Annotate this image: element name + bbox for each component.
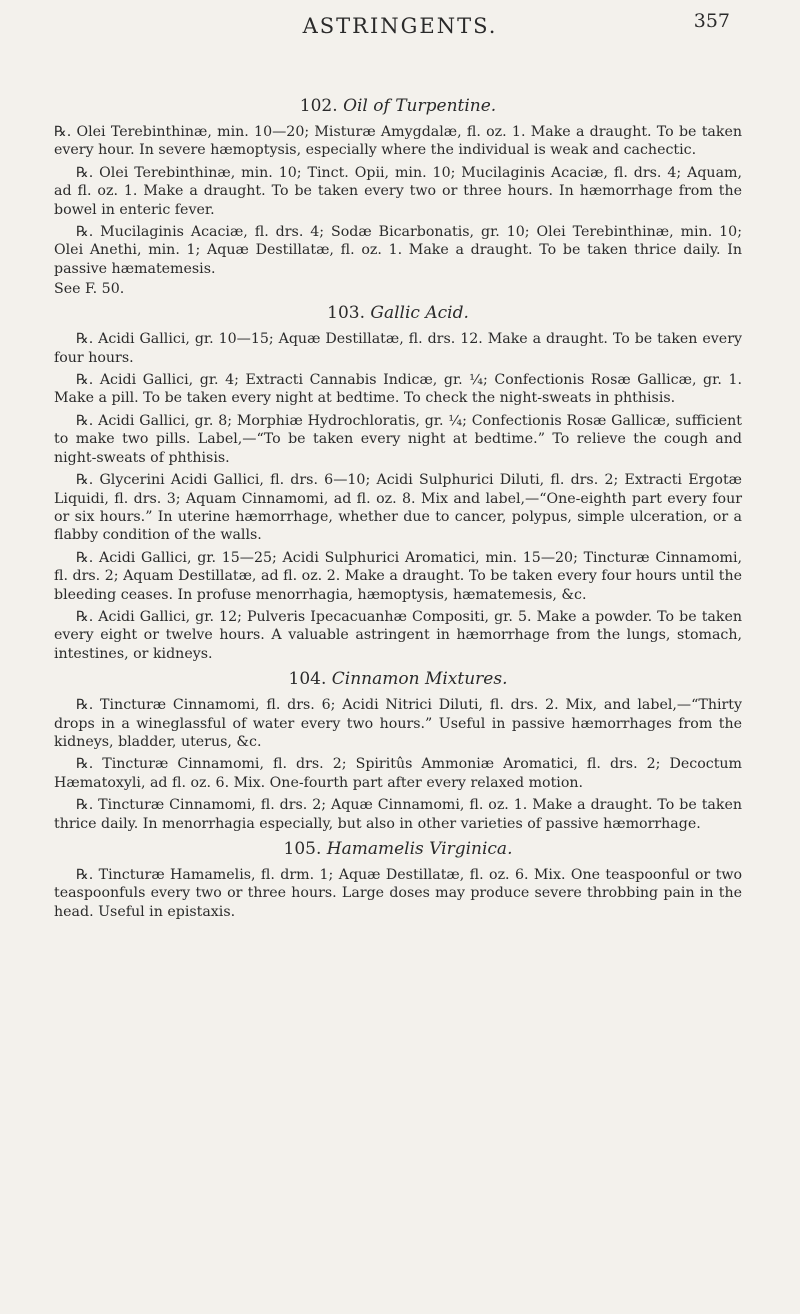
body-text — [54, 90, 742, 925]
prescription-paragraph: ℞. Tincturæ Cinnamomi, fl. drs. 2; Aquæ Cinnamomi, fl. oz. 1. Make a draught. To be taken thrice daily. In menorrhagia especially, but also in other varieties of passive hæmorrhage. — [54, 797, 742, 832]
section-heading-cinnamon-mixtures — [54, 669, 742, 689]
running-title: ASTRINGENTS. — [302, 14, 498, 38]
prescription-paragraph: ℞. Mucilaginis Acaciæ, fl. drs. 4; Sodæ Bicarbonatis, gr. 10; Olei Terebinthinæ, min. 10; Olei Anethi, min. 1; Aquæ Destillatæ, fl. oz. 1. Make a draught. To be taken thrice daily. In passive hæmatemesis. — [54, 224, 742, 277]
section-number: 102. — [299, 96, 338, 116]
section-number: 105. — [283, 839, 322, 859]
section-heading-gallic-acid — [54, 303, 742, 323]
prescription-paragraph: ℞. Olei Terebinthinæ, min. 10—20; Misturæ Amygdalæ, fl. oz. 1. Make a draught. To be taken every hour. In severe hæmoptysis, especially where the individual is weak and cachectic. — [54, 124, 742, 159]
prescription-paragraph: ℞. Tincturæ Cinnamomi, fl. drs. 2; Spiritûs Ammoniæ Aromatici, fl. drs. 2; Decoctum Hæmatoxyli, ad fl. oz. 6. Mix. One-fourth part after every relaxed motion. — [54, 756, 742, 791]
prescription-paragraph: ℞. Glycerini Acidi Gallici, fl. drs. 6—10; Acidi Sulphurici Diluti, fl. drs. 2; Extracti Ergotæ Liquidi, fl. drs. 3; Aquam Cinnamomi, ad fl. oz. 8. Mix and label,—“One-eighth part every four or six hours.” In uterine hæmorrhage, whether due to cancer, polypus, simple ulceration, or a flabby condition of the walls. — [54, 472, 742, 544]
section-title: Cinnamon Mixtures. — [331, 669, 508, 690]
prescription-paragraph: ℞. Acidi Gallici, gr. 8; Morphiæ Hydrochloratis, gr. ¼; Confectionis Rosæ Gallicæ, sufficient to make two pills. Label,—“To be taken every night at bedtime.” To relieve the cough and night-sweats of phthisis. — [54, 412, 742, 466]
section-title: Gallic Acid. — [370, 303, 469, 324]
section-title: Hamamelis Virginica. — [326, 839, 513, 859]
section-number: 103. — [327, 303, 365, 324]
section-number: 104. — [288, 669, 327, 690]
page-number: 357 — [693, 10, 730, 32]
section-heading-hamamelis — [54, 839, 742, 859]
prescription-paragraph: ℞. Acidi Gallici, gr. 12; Pulveris Ipecacuanhæ Compositi, gr. 5. Make a powder. To be taken every eight or twelve hours. A valuable astringent in hæmorrhage from the lungs, stomach, intestines, or kidneys. — [54, 608, 742, 662]
running-head — [0, 10, 800, 44]
prescription-paragraph: ℞. Olei Terebinthinæ, min. 10; Tinct. Opii, min. 10; Mucilaginis Acaciæ, fl. drs. 4; Aquam, ad fl. oz. 1. Make a draught. To be taken every two or three hours. In hæmorrhage from the bowel in enteric fever. — [54, 164, 742, 218]
prescription-paragraph: ℞. Tincturæ Cinnamomi, fl. drs. 6; Acidi Nitrici Diluti, fl. drs. 2. Mix, and label,—“Thirty drops in a wineglassful of water every two hours.” Useful in passive hæmorrhages from the kidneys, bladder, uterus, &c. — [54, 697, 742, 750]
prescription-paragraph: ℞. Acidi Gallici, gr. 4; Extracti Cannabis Indicæ, gr. ¼; Confectionis Rosæ Gallicæ, gr. 1. Make a pill. To be taken every night at bedtime. To check the night-sweats in phthisis. — [54, 372, 742, 407]
prescription-paragraph: ℞. Acidi Gallici, gr. 15—25; Acidi Sulphurici Aromatici, min. 15—20; Tincturæ Cinnamomi, fl. drs. 2; Aquam Destillatæ, ad fl. oz. 2. Make a draught. To be taken every four hours until the bleeding ceases. In profuse menorrhagia, hæmoptysis, hæmatemesis, &c. — [54, 549, 742, 603]
section-title: Oil of Turpentine. — [343, 96, 497, 116]
section-heading-oil-of-turpentine — [54, 96, 742, 116]
prescription-paragraph: ℞. Acidi Gallici, gr. 10—15; Aquæ Destillatæ, fl. drs. 12. Make a draught. To be taken every four hours. — [54, 331, 742, 366]
prescription-paragraph: ℞. Tincturæ Hamamelis, fl. drm. 1; Aquæ Destillatæ, fl. oz. 6. Mix. One teaspoonful or two teaspoonfuls every two or three hours. Large doses may produce severe throbbing pain in the head. Useful in epistaxis. — [54, 867, 742, 920]
see-also-reference: See F. 50. — [54, 281, 125, 298]
